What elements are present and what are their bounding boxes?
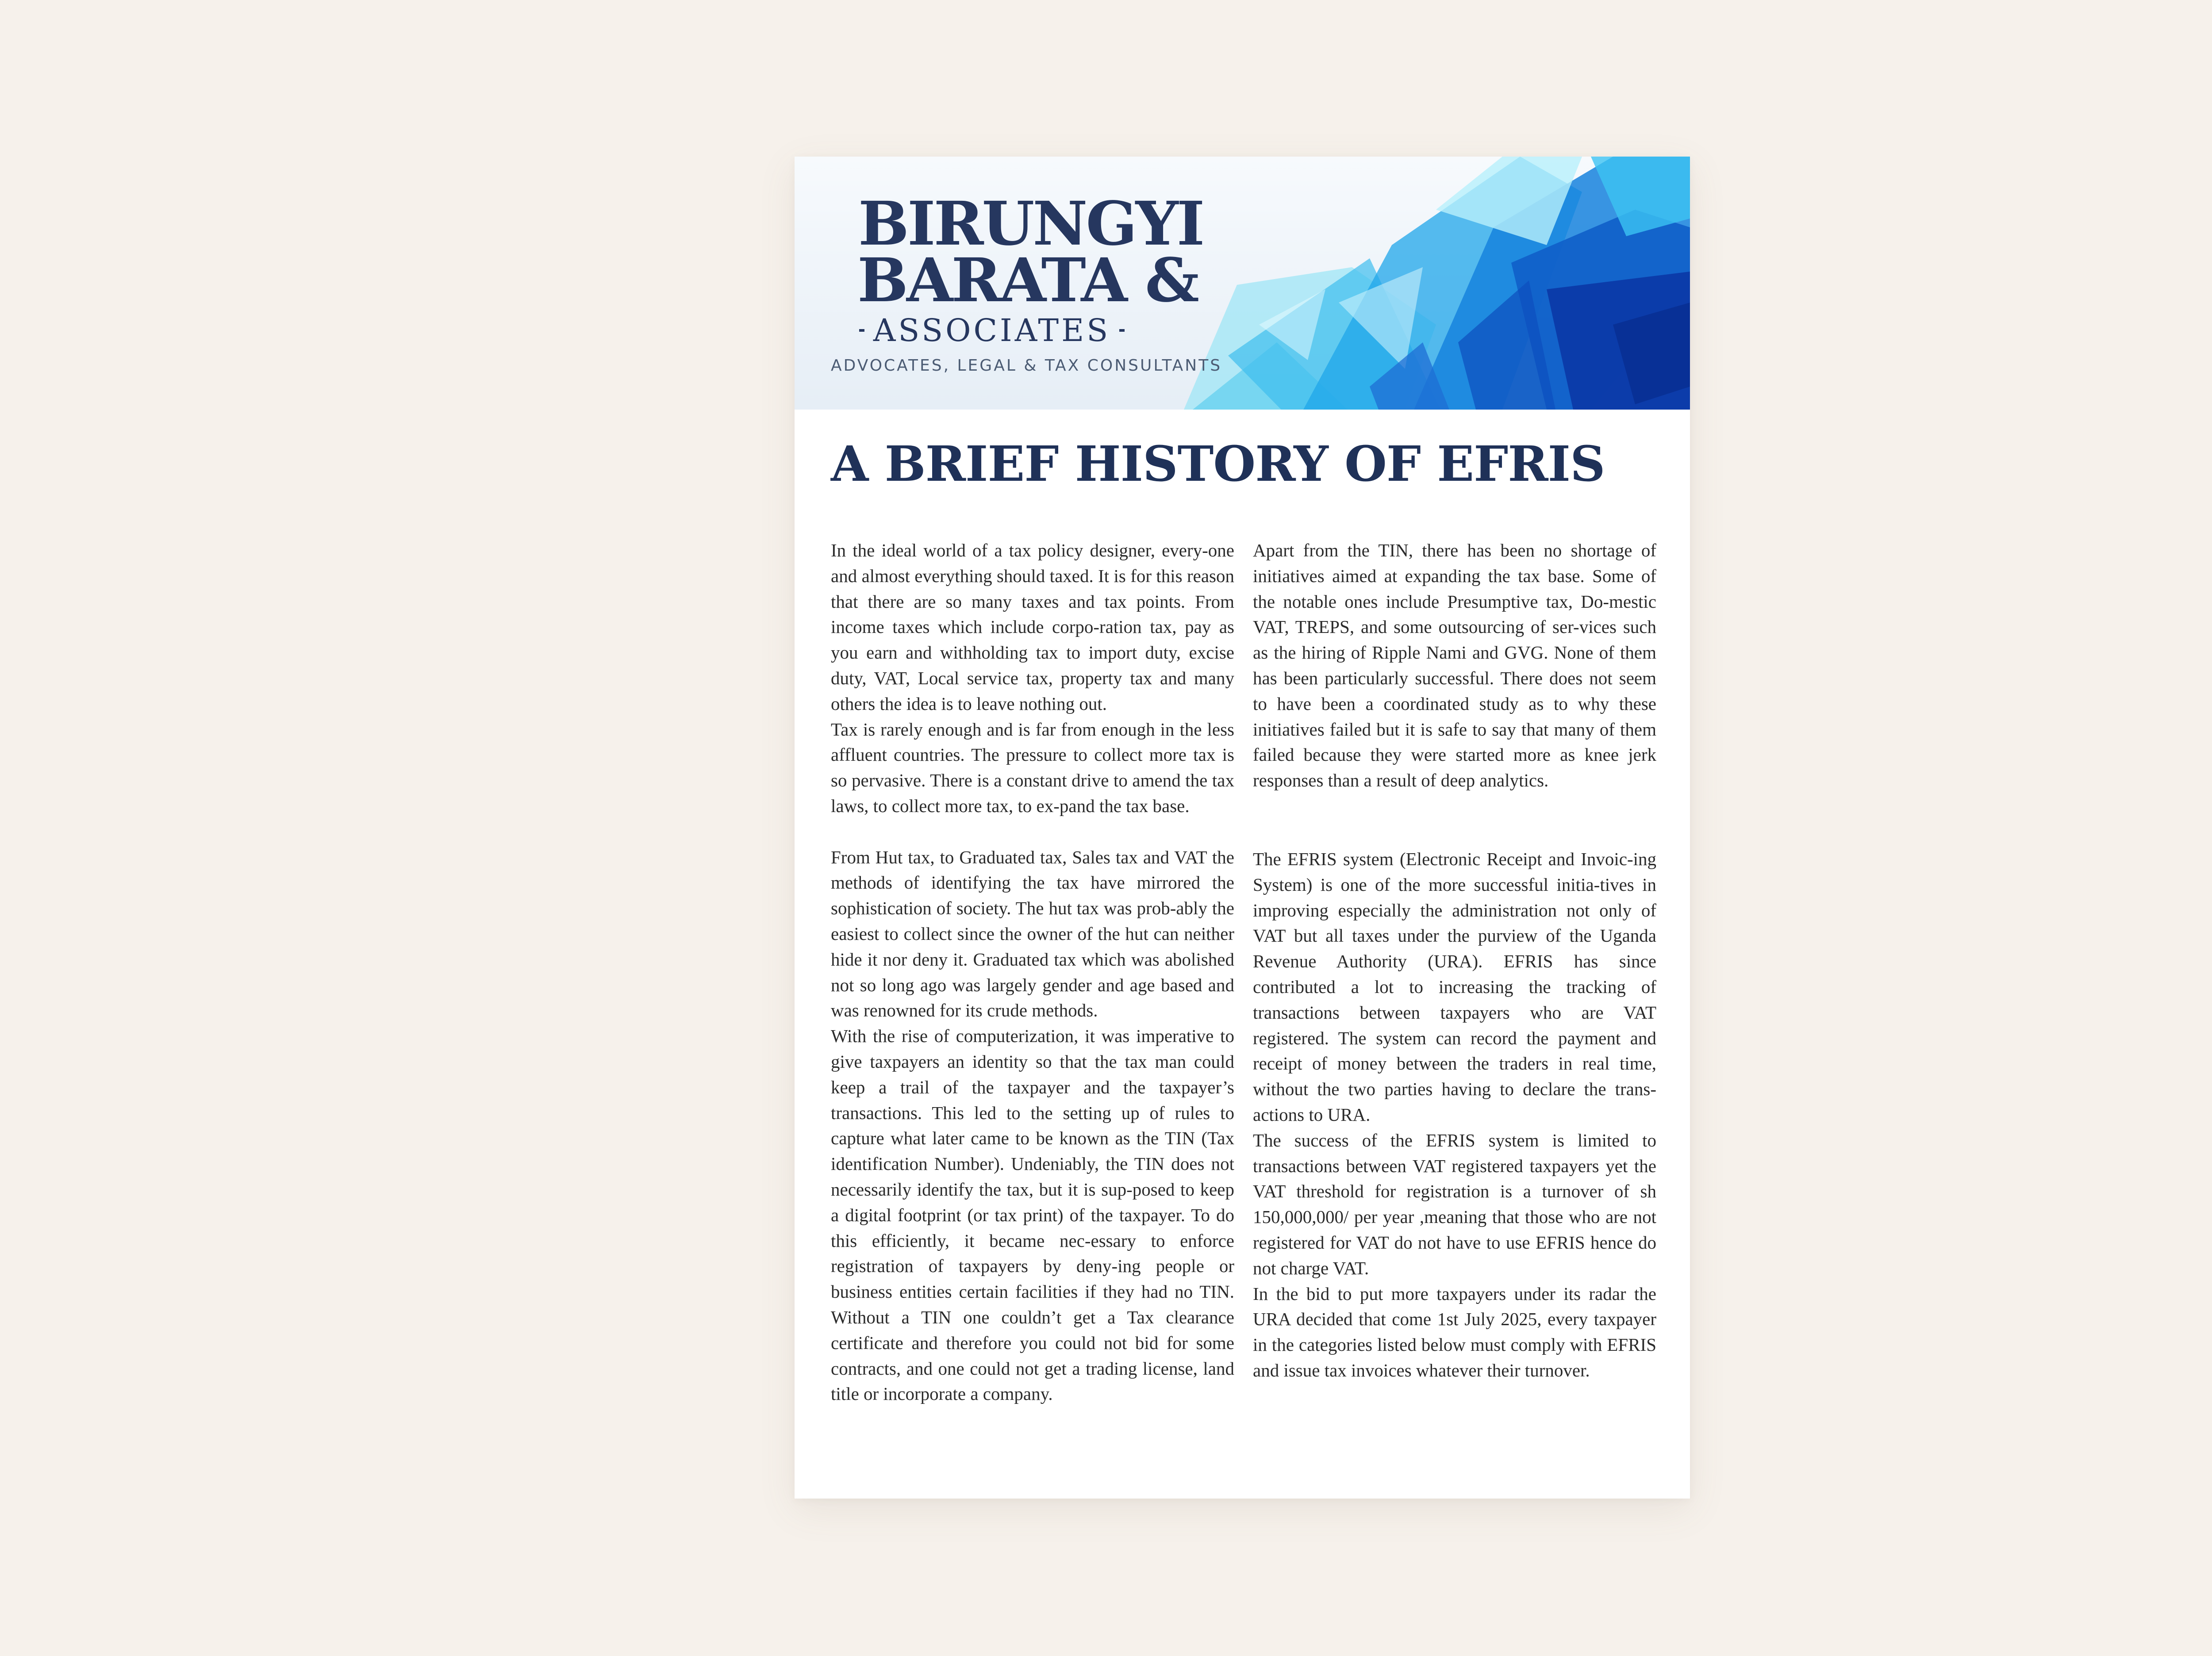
paragraph: From Hut tax, to Graduated tax, Sales tax and VAT the methods of identifying the tax have mirrored the sophistication of society. The hut tax was prob-ably the easiest to collect since the owner of the hut can neither hide it nor deny it. Graduated tax which was abolished not so long ago was largely gender and age based and was renowned for its crude methods. <box>831 847 1234 1021</box>
right-column <box>1253 538 1656 1384</box>
paragraph: With the rise of computerization, it was imperative to give taxpayers an identity so that the tax man could keep a trail of the taxpayer and the taxpayer’s transactions. This led to the setting up of rules to capture what later came to be known as the TIN (Tax identification Number). Undeniably, the TIN does not necessarily identify the tax, but it is sup-posed to keep a digital footprint (or tax print) of the taxpayer. To do this efficiently, it became nec-essary to enforce registration of taxpayers by deny-ing people or business entities certain facilities if they had no TIN. Without a TIN one couldn’t get a Tax clearance certificate and therefore you could not bid for some contracts, and one could not get a trading license, land title or incorporate a company. <box>831 1026 1234 1404</box>
paragraph: In the ideal world of a tax policy designer, every-one and almost everything should taxed. It is for this reason that there are so many taxes and tax points. From income taxes which include corpo-ration tax, pay as you earn and withholding tax to import duty, excise duty, VAT, Local service tax, property tax and many others the idea is to leave nothing out. <box>831 540 1234 714</box>
article-title: A BRIEF HISTORY OF EFRIS <box>831 435 1605 492</box>
paragraph: Tax is rarely enough and is far from enough in the less affluent countries. The pressure to collect more tax is so pervasive. There is a constant drive to amend the tax laws, to collect more tax, to ex-pand the tax base. <box>831 719 1234 816</box>
logo-rule-right <box>1119 329 1125 332</box>
left-column <box>831 538 1234 1407</box>
header-banner <box>795 157 1690 410</box>
logo-associates-row <box>859 312 1125 349</box>
paragraph: The success of the EFRIS system is limited to transactions between VAT registered taxpayers yet the VAT threshold for registration is a turnover of sh 150,000,000/ per year ,meaning that those who are not registered for VAT do not have to use EFRIS hence do not charge VAT. <box>1253 1130 1656 1278</box>
paragraph: The EFRIS system (Electronic Receipt and Invoic-ing System) is one of the more successful initia-tives in improving especially the administration not only of VAT but all taxes under the purview of the Uganda Revenue Authority (URA). EFRIS has since contributed a lot to increasing the tracking of transactions between taxpayers who are VAT registered. The system can record the payment and receipt of money between the traders in real time, without the two parties having to declare the trans-actions to URA. <box>1253 848 1656 1125</box>
company-tagline: ADVOCATES, LEGAL & TAX CONSULTANTS <box>831 356 1222 375</box>
paragraph: In the bid to put more taxpayers under its radar the URA decided that come 1st July 2025, every taxpayer in the categories listed below must comply with EFRIS and issue tax invoices whatever their turnover. <box>1253 1283 1656 1380</box>
logo-rule-left <box>859 329 864 332</box>
document-page <box>795 157 1690 1499</box>
logo-line-3: ASSOCIATES <box>873 312 1111 349</box>
logo-line-2: BARATA & <box>857 245 1198 316</box>
paragraph: Apart from the TIN, there has been no shortage of initiatives aimed at expanding the tax base. Some of the notable ones include Presumptive tax, Do-mestic VAT, TREPS, and some outsourcing of ser-vices such as the hiring of Ripple Nami and GVG. None of them has been particularly successful. There does not seem to have been a coordinated study as to why these initiatives failed but it is safe to say that many of them failed because they were started more as knee jerk responses than a result of deep analytics. <box>1253 540 1656 791</box>
logo-line-1: BIRUNGYI <box>858 188 1203 259</box>
company-logo <box>831 188 1203 349</box>
